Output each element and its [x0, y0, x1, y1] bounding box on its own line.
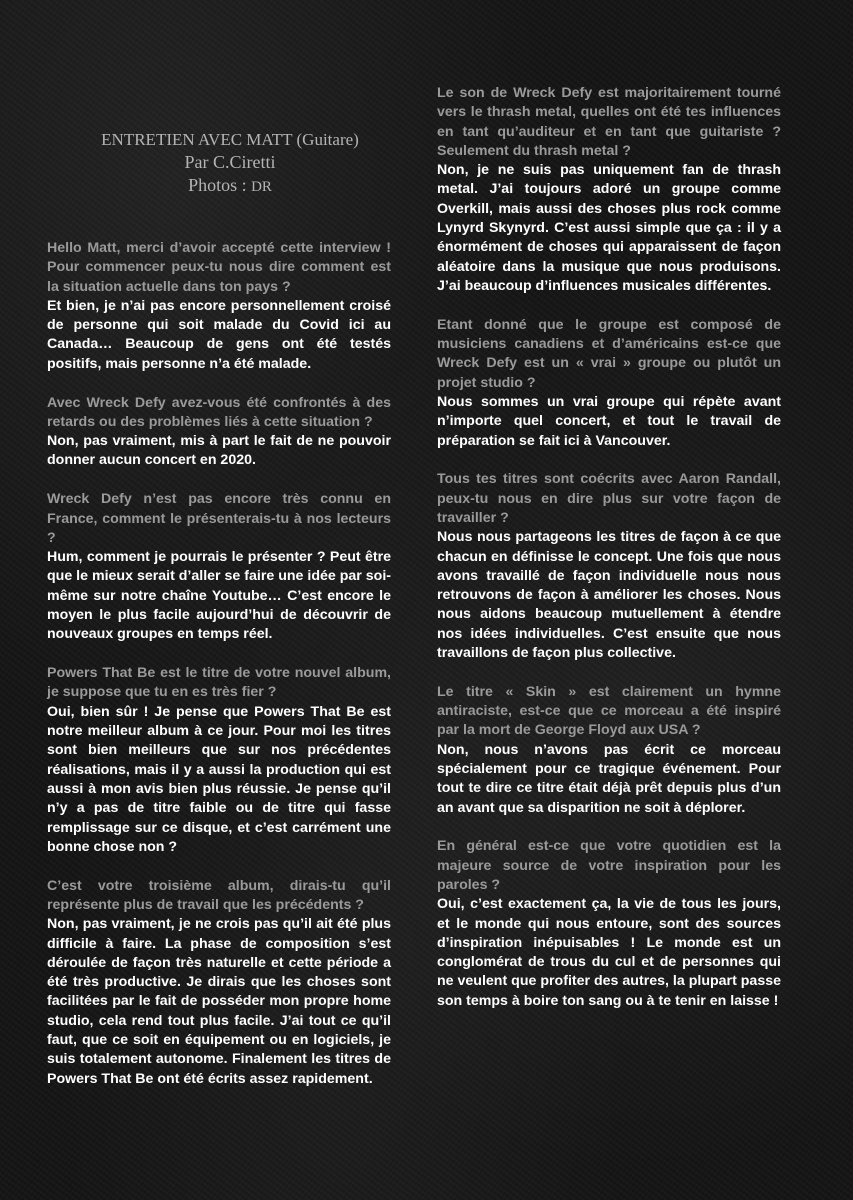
qa-block: [47, 394, 391, 471]
qa-block: [437, 683, 781, 818]
qa-block: [47, 239, 391, 374]
right-column: [437, 84, 781, 1031]
qa-block: [437, 470, 781, 663]
article-header: [48, 128, 412, 199]
answer: Non, pas vraiment, je ne crois pas qu’il ait été plus difficile à faire. La phase de composition s’est déroulée de façon très naturelle et cette période a été très productive. Je dirais que les choses sont facilitées par le fait de posséder mon propre home studio, cela rend tout plus facile. J’ai tout ce qu’il faut, que ce soit en équipement ou en logiciels, je suis totalement autonome. Finalement les titres de Powers That Be ont été écrits assez rapidement.: [47, 916, 391, 1087]
qa-block: [437, 84, 781, 296]
question: Avec Wreck Defy avez-vous été confrontés à des retards ou des problèmes liés à cette situation ?: [47, 394, 391, 430]
question: En général est-ce que votre quotidien est la majeure source de votre inspiration pour les paroles ?: [437, 838, 781, 893]
answer: Non, je ne suis pas uniquement fan de thrash metal. J’ai toujours adoré un groupe comme Overkill, mais aussi des choses plus rock comme Lynyrd Skynyrd. C’est aussi simple que ça : il y a énormément de choses qui apparaissent de façon aléatoire dans la musique que nous produisons. J’ai beaucoup d’influences musicales différentes.: [437, 162, 781, 294]
question: Powers That Be est le titre de votre nouvel album, je suppose que tu en es très fier ?: [47, 665, 391, 701]
photo-credit: [48, 174, 412, 199]
qa-block: [47, 877, 391, 1089]
answer: Hum, comment je pourrais le présenter ? Peut être que le mieux serait d’aller se faire une idée par soi-même sur notre chaîne Youtube… C’est encore le moyen le plus facile aujourd’hui de découvrir de nouveaux groupes en temps réel.: [47, 549, 391, 643]
question: Le son de Wreck Defy est majoritairement tourné vers le thrash metal, quelles ont été tes influences en tant qu’auditeur et en tant que guitariste ? Seulement du thrash metal ?: [437, 85, 781, 159]
question: Etant donné que le groupe est composé de musiciens canadiens et d’américains est-ce que Wreck Defy est un « vrai » groupe ou plutôt un projet studio ?: [437, 316, 781, 391]
answer: Non, pas vraiment, mis à part le fait de ne pouvoir donner aucun concert en 2020.: [47, 433, 391, 469]
question: Tous tes titres sont coécrits avec Aaron Randall, peux-tu nous en dire plus sur votre façon de travailler ?: [437, 471, 781, 526]
answer: Oui, bien sûr ! Je pense que Powers That Be est notre meilleur album à ce jour. Pour moi les titres sont bien meilleurs que sur nos précédentes réalisations, mais il y a aussi la production qui est aussi à mon avis bien plus réussie. Je pense qu’il n’y a pas de titre faible ou de titre qui fasse remplissage sur ce disque, et c’est carrément une bonne chose non ?: [47, 703, 391, 855]
interview-title: ENTRETIEN AVEC MATT (Guitare): [101, 130, 359, 149]
question: Le titre « Skin » est clairement un hymne antiraciste, est-ce que ce morceau a été inspiré par la mort de George Floyd aux USA ?: [437, 683, 781, 739]
question: Wreck Defy n’est pas encore très connu en France, comment le présenterais-tu à nos lecteurs ?: [47, 491, 391, 546]
author-byline: Par C.Ciretti: [184, 152, 276, 172]
qa-block: [47, 664, 391, 857]
answer: Et bien, je n’ai pas encore personnellement croisé de personne qui soit malade du Covid ici au Canada… Beaucoup de gens ont été testés positifs, mais personne n’a été malade.: [47, 297, 391, 372]
answer: Non, nous n’avons pas écrit ce morceau spécialement pour ce tragique événement. Pour tout te dire ce titre était déjà prêt depuis plus d’un an avant que sa disparition ne soit à déplorer.: [437, 741, 781, 816]
answer: Nous sommes un vrai groupe qui répète avant n’importe quel concert, et tout le travail de préparation se fait ici à Vancouver.: [437, 393, 781, 449]
qa-block: [437, 837, 781, 1011]
photo-credit-label: Photos :: [188, 175, 252, 195]
qa-block: [437, 316, 781, 451]
answer: Oui, c’est exactement ça, la vie de tous les jours, et le monde qui nous entoure, sont des sources d’inspiration inépuisables ! Le monde est un conglomérat de trous du cul et de personnes qui ne veulent que profiter des autres, la plupart passe son temps à boire ton sang ou à te tenir en laisse !: [437, 896, 781, 1009]
question: C’est votre troisième album, dirais-tu qu’il représente plus de travail que les précédents ?: [47, 877, 391, 913]
qa-block: [47, 490, 391, 644]
question: Hello Matt, merci d’avoir accepté cette interview ! Pour commencer peux-tu nous dire comment est la situation actuelle dans ton pays ?: [47, 240, 391, 295]
photo-credit-name: DR: [251, 179, 272, 195]
answer: Nous nous partageons les titres de façon à ce que chacun en définisse le concept. Une fois que nous avons travaillé de façon individuelle nous nous retrouvons de façon à améliorer les choses. Nous nous aidons beaucoup mutuellement à étendre nos idées individuelles. C’est ensuite que nous travaillons de façon plus collective.: [437, 529, 781, 662]
left-column: [47, 239, 391, 1108]
